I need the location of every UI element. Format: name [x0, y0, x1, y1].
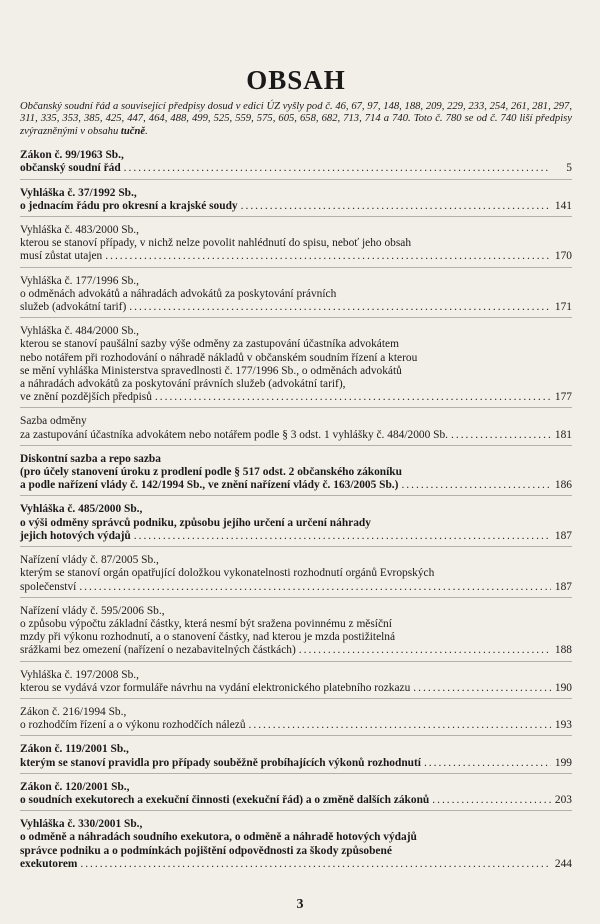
- entry-heading: Vyhláška č. 483/2000 Sb.,: [20, 224, 139, 237]
- toc-list: [20, 149, 572, 874]
- toc-entry[interactable]: [20, 554, 572, 598]
- entry-heading: Nařízení vlády č. 595/2006 Sb.,: [20, 604, 165, 617]
- toc-entry[interactable]: [20, 275, 572, 319]
- entry-text-line: mzdy při výkonu rozhodnutí, a o stanovení částky, nad kterou je mzda postižitelná: [20, 631, 396, 644]
- entry-text-line: o odměně a náhradách soudního exekutora, o odměně a náhradě hotových výdajů: [20, 831, 417, 844]
- dot-leader: [401, 479, 551, 492]
- dot-leader: [80, 858, 551, 871]
- entry-last-line: [20, 162, 572, 175]
- entry-text-line: ve znění pozdějších předpisů: [20, 391, 152, 404]
- entry-text-line: o způsobu výpočtu základní částky, která nesmí být sražena povinnému z měsíční: [20, 617, 392, 630]
- toc-entry[interactable]: [20, 415, 572, 445]
- entry-page-number: 190: [554, 681, 572, 694]
- dot-leader: [129, 301, 551, 314]
- entry-last-line: [20, 644, 572, 657]
- dot-leader: [432, 794, 551, 807]
- dot-leader: [105, 250, 551, 263]
- entry-last-line: [20, 200, 572, 213]
- entry-page-number: 193: [554, 719, 572, 732]
- entry-last-line: [20, 250, 572, 263]
- toc-entry[interactable]: [20, 706, 572, 736]
- entry-heading: Zákon č. 216/1994 Sb.,: [20, 705, 127, 718]
- dot-leader: [124, 162, 551, 175]
- entry-text-line: (pro účely stanovení úroku z prodlení podle § 517 odst. 2 občanského zákoníku: [20, 466, 402, 479]
- entry-page-number: 187: [554, 529, 572, 542]
- entry-text-line: srážkami bez omezení (nařízení o nezabavitelných částkách): [20, 644, 296, 657]
- entry-last-line: [20, 429, 572, 442]
- entry-text-line: služeb (advokátní tarif): [20, 301, 127, 314]
- entry-text-line: o odměnách advokátů a náhradách advokátů za poskytování právních: [20, 287, 337, 300]
- dot-leader: [451, 429, 551, 442]
- entry-text-line: občanský soudní řád: [20, 162, 121, 175]
- entry-text-line: kterou se stanoví paušální sazby výše odměny za zastupování účastníka advokátem: [20, 338, 399, 351]
- entry-heading: Zákon č. 99/1963 Sb.,: [20, 149, 124, 162]
- entry-page-number: 5: [566, 162, 572, 175]
- toc-entry[interactable]: [20, 453, 572, 497]
- entry-text-line: se mění vyhláška Ministerstva spravedlnosti č. 177/1996 Sb., o odměnách advokátů: [20, 364, 402, 377]
- entry-last-line: [20, 757, 572, 770]
- entry-last-line: [20, 719, 572, 732]
- entry-heading: Vyhláška č. 177/1996 Sb.,: [20, 274, 139, 287]
- entry-heading: Zákon č. 119/2001 Sb.,: [20, 743, 129, 756]
- entry-heading: Zákon č. 120/2001 Sb.,: [20, 780, 130, 793]
- page-title: OBSAH: [246, 65, 346, 95]
- entry-page-number: 199: [554, 756, 572, 769]
- toc-entry[interactable]: [20, 743, 572, 773]
- entry-text-line: nebo notářem při rozhodování o náhradě nákladů v občanském soudním řízení a kterou: [20, 351, 418, 364]
- dot-leader: [134, 530, 551, 543]
- page-number: 3: [296, 897, 304, 912]
- entry-text-line: o soudních exekutorech a exekuční činnosti (exekuční řád) a o změně dalších zákonů: [20, 793, 430, 806]
- intro-text: Občanský soudní řád a související předpisy dosud v edici ÚZ vyšly pod č. 46, 67, 97, 148, 188, 209, 229, 233, 254, 261, 281, 297, 311, 335, 353, 385, 425, 447, 464, 488, 499, 525, 559, 575, 605, 658, 682, 713, 714 a 740. Toto č. 780 se od č. 740 liší předpisy zvýrazněnými v obsahu: [20, 101, 572, 137]
- entry-page-number: 244: [554, 857, 572, 870]
- entry-last-line: [20, 391, 572, 404]
- toc-entry[interactable]: [20, 149, 572, 179]
- entry-text-line: společenství: [20, 580, 77, 593]
- entry-heading: Vyhláška č. 485/2000 Sb.,: [20, 503, 143, 516]
- entry-heading: Vyhláška č. 330/2001 Sb.,: [20, 818, 143, 831]
- entry-heading: Diskontní sazba a repo sazba: [20, 452, 161, 465]
- toc-entry[interactable]: [20, 224, 572, 268]
- entry-page-number: 181: [554, 428, 572, 441]
- entry-text-line: musí zůstat utajen: [20, 250, 103, 263]
- entry-text-line: kterým se stanoví pravidla pro případy souběžně probíhajících výkonů rozhodnutí: [20, 756, 421, 769]
- toc-entry[interactable]: [20, 503, 572, 547]
- toc-entry[interactable]: [20, 781, 572, 811]
- entry-text-line: správce podniku a o podmínkách pojištění odpovědnosti za škody způsobené: [20, 844, 392, 857]
- entry-page-number: 188: [554, 644, 572, 657]
- entry-page-number: 203: [554, 793, 572, 806]
- entry-text-line: jejich hotových výdajů: [20, 529, 131, 542]
- entry-text-line: a náhradách advokátů za poskytování právních služeb (advokátní tarif),: [20, 378, 346, 391]
- entry-text-line: kterou se vydává vzor formuláře návrhu na vydání elektronického platebního rozkazu: [20, 681, 411, 694]
- entry-text-line: o jednacím řádu pro okresní a krajské soudy: [20, 199, 238, 212]
- intro-bold-word: tučně: [120, 125, 146, 137]
- toc-entry[interactable]: [20, 187, 572, 217]
- entry-last-line: [20, 479, 572, 492]
- entry-last-line: [20, 530, 572, 543]
- dot-leader: [299, 644, 551, 657]
- entry-page-number: 171: [554, 301, 572, 314]
- entry-text-line: o rozhodčím řízení a o výkonu rozhodčích nálezů: [20, 719, 246, 732]
- dot-leader: [424, 757, 551, 770]
- entry-heading: Nařízení vlády č. 87/2005 Sb.,: [20, 554, 159, 567]
- entry-last-line: [20, 858, 572, 871]
- dot-leader: [155, 391, 551, 404]
- entry-last-line: [20, 301, 572, 314]
- entry-text-line: za zastupování účastníka advokátem nebo notářem podle § 3 odst. 1 vyhlášky č. 484/2000 Sb.: [20, 428, 449, 441]
- entry-heading: Vyhláška č. 37/1992 Sb.,: [20, 186, 137, 199]
- entry-last-line: [20, 794, 572, 807]
- toc-entry[interactable]: [20, 605, 572, 662]
- entry-last-line: [20, 682, 572, 695]
- entry-page-number: 177: [554, 391, 572, 404]
- entry-heading: Sazba odměny: [20, 415, 87, 428]
- toc-page: [20, 0, 572, 881]
- entry-text-line: a podle nařízení vlády č. 142/1994 Sb., ve znění nařízení vlády č. 163/2005 Sb.): [20, 479, 399, 492]
- dot-leader: [79, 581, 551, 594]
- intro-paragraph: [20, 101, 572, 138]
- entry-heading: Vyhláška č. 197/2008 Sb.,: [20, 668, 139, 681]
- toc-entry[interactable]: [20, 669, 572, 699]
- entry-last-line: [20, 581, 572, 594]
- entry-page-number: 170: [554, 250, 572, 263]
- toc-entry[interactable]: [20, 325, 572, 408]
- entry-text-line: kterým se stanoví orgán opatřující doložkou vykonatelnosti rozhodnutí orgánů Evropských: [20, 567, 435, 580]
- dot-leader: [413, 682, 551, 695]
- entry-page-number: 187: [554, 580, 572, 593]
- toc-entry[interactable]: [20, 818, 572, 874]
- intro-text-end: .: [145, 125, 148, 137]
- dot-leader: [249, 719, 551, 732]
- entry-heading: Vyhláška č. 484/2000 Sb.,: [20, 325, 139, 338]
- entry-text-line: o výši odměny správců podniku, způsobu jejího určení a určení náhrady: [20, 516, 371, 529]
- entry-text-line: kterou se stanoví případy, v nichž nelze povolit nahlédnutí do spisu, neboť jeho obsah: [20, 237, 412, 250]
- dot-leader: [241, 200, 551, 213]
- entry-text-line: exekutorem: [20, 857, 78, 870]
- entry-page-number: 186: [554, 479, 572, 492]
- entry-page-number: 141: [554, 199, 572, 212]
